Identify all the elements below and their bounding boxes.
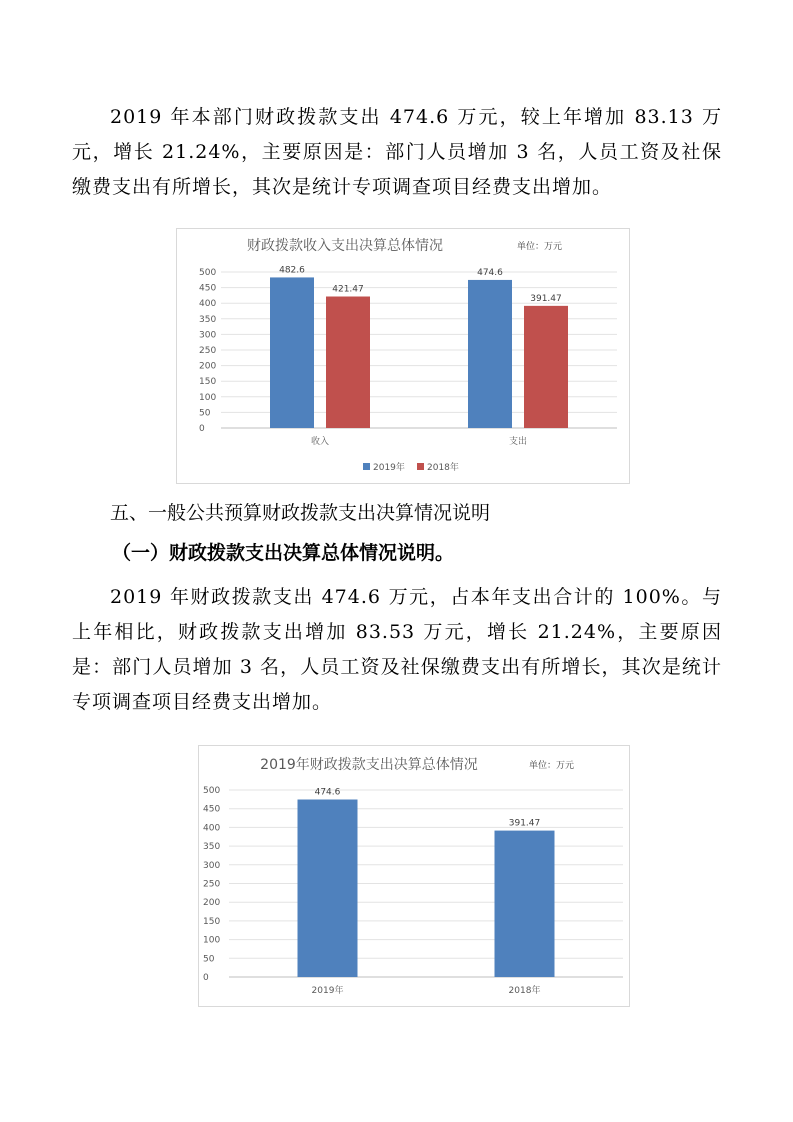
bar <box>495 831 555 977</box>
x-category-label: 2018年 <box>508 986 541 996</box>
y-tick-label: 0 <box>199 424 205 434</box>
y-tick-label: 50 <box>199 408 211 419</box>
y-tick-label: 400 <box>203 823 221 834</box>
chart-expense-total <box>198 745 630 1007</box>
y-tick-label: 200 <box>203 898 221 909</box>
y-tick-label: 0 <box>203 973 209 983</box>
bar <box>524 306 568 428</box>
chart-unit-label: 单位：万元 <box>517 242 563 252</box>
y-tick-label: 450 <box>199 283 217 294</box>
bar <box>326 297 370 428</box>
chart-unit-label: 单位：万元 <box>529 761 575 771</box>
y-tick-label: 50 <box>203 954 215 965</box>
y-tick-label: 500 <box>203 786 221 796</box>
chart-expense-total-svg <box>199 746 629 1006</box>
y-tick-label: 300 <box>199 330 217 341</box>
bar <box>298 799 358 977</box>
data-label: 474.6 <box>477 267 503 278</box>
data-label: 482.6 <box>279 265 305 276</box>
y-tick-label: 500 <box>199 268 217 278</box>
y-tick-label: 100 <box>203 935 221 946</box>
y-tick-label: 400 <box>199 299 217 310</box>
legend-label: 2019年 <box>373 463 405 473</box>
y-tick-label: 450 <box>203 804 221 815</box>
section-heading: 五、一般公共预算财政拨款支出决算情况说明 <box>110 502 491 524</box>
legend-swatch <box>363 463 370 470</box>
y-tick-label: 350 <box>199 314 217 325</box>
data-label: 391.47 <box>530 293 562 304</box>
y-tick-label: 250 <box>199 346 217 356</box>
y-tick-label: 200 <box>199 361 217 372</box>
x-category-label: 2019年 <box>311 986 344 996</box>
y-tick-label: 300 <box>203 860 221 871</box>
legend-label: 2018年 <box>427 463 459 473</box>
x-category-label: 收入 <box>310 437 330 447</box>
bar <box>270 277 314 428</box>
y-tick-label: 150 <box>199 377 217 388</box>
paragraph-expense: 2019 年财政拨款支出 474.6 万元，占本年支出合计的 100%。与上年相比，财政拨款支出增加 83.53 万元，增长 21.24%，主要原因是：部门人员增加 3 名，人员工资及社保缴费支出有所增长，其次是统计专项调查项目经费支出增加。 <box>72 586 722 713</box>
data-label: 421.47 <box>332 284 364 295</box>
subsection-heading: （一）财政拨款支出决算总体情况说明。 <box>112 542 455 564</box>
paragraph-overview: 2019 年本部门财政拨款支出 474.6 万元，较上年增加 83.13 万元，增长 21.24%，主要原因是：部门人员增加 3 名，人员工资及社保缴费支出有所增长，其次是统计专项调查项目经费支出增加。 <box>72 106 722 198</box>
data-label: 474.6 <box>314 787 341 798</box>
x-category-label: 支出 <box>508 437 528 447</box>
chart-income-expense-svg <box>177 229 629 483</box>
y-tick-label: 150 <box>203 916 221 927</box>
chart-title: 2019年财政拨款支出决算总体情况 <box>260 757 478 773</box>
data-label: 391.47 <box>508 818 541 829</box>
chart-income-expense <box>176 228 630 484</box>
chart-title: 财政拨款收入支出决算总体情况 <box>247 238 443 254</box>
bar <box>468 280 512 428</box>
y-tick-label: 250 <box>203 879 221 890</box>
y-tick-label: 100 <box>199 392 217 403</box>
legend-swatch <box>417 463 424 470</box>
y-tick-label: 350 <box>203 842 221 853</box>
